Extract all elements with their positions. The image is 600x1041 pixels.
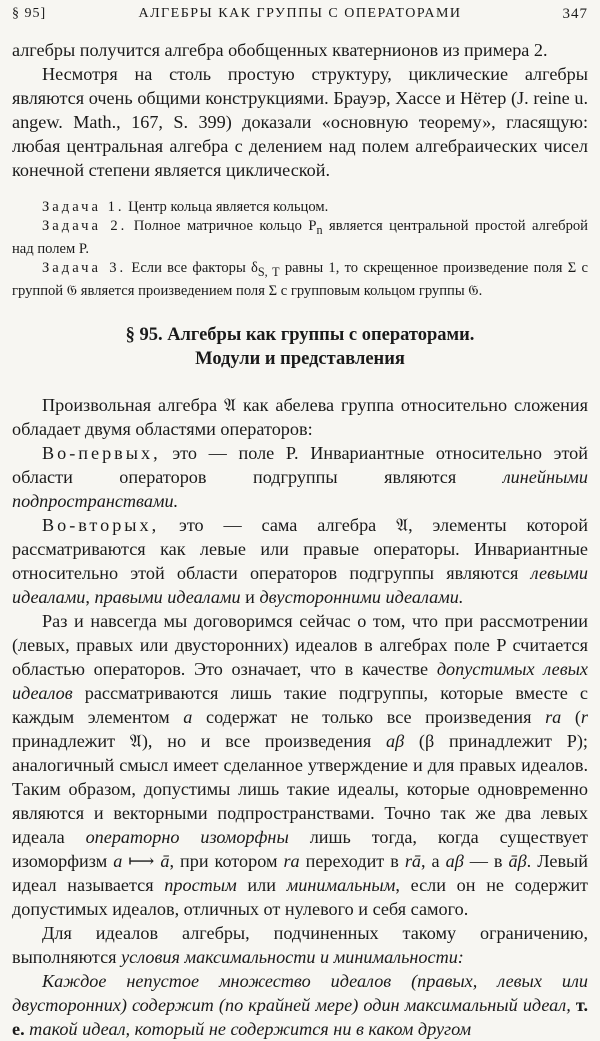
section-heading-line-2: Модули и представления <box>195 348 405 369</box>
task-1: Задача 1. Центр кольца является кольцом. <box>42 199 329 215</box>
task-2: Задача 2. Полное матричное кольцо $P_n$ является центральной простой алгеброй над полем P. <box>12 218 588 257</box>
intro-paragraph-1: алгебры получится алгебра обобщенных кватернионов из примера 2. <box>12 40 548 60</box>
running-header <box>12 6 588 28</box>
section-heading <box>12 323 588 371</box>
page-number: 347 <box>562 6 588 22</box>
header-section: § 95] <box>12 6 47 21</box>
page-body <box>12 38 588 1041</box>
task-3: Задача 3. Если все факторы $\delta_{S, T}$ равны 1, то скрещенное произведение поля Σ с группой 𝔊 является произведением поля Σ с групповым кольцом группы 𝔊. <box>12 259 588 299</box>
intro-paragraph-2: Несмотря на столь простую структуру, циклические алгебры являются очень общими конструкциями. Брауэр, Хассе и Нётер (J. reine u. angew. Math., 167, S. 399) доказали «основную теорему», гласящую: любая центральная алгебра с делением над полем алгебраических чисел конечной степени является циклической. <box>12 64 588 180</box>
paragraph-3: Во-вторых, это — сама алгебра 𝔄, элементы которой рассматриваются как левые или правые операторы. Инвариантные относительно этой области операторов подгруппы являются левыми идеалами, правыми идеалами и двусторонними идеалами. <box>12 514 588 607</box>
paragraph-2: Во-первых, это — поле P. Инвариантные относительно этой области операторов подгруппы являются линейными подпространствами. <box>12 442 588 511</box>
paragraph-6: Каждое непустое множество идеалов (правых, левых или двусторонних) содержит (по крайней мере) один максимальный идеал, т. е. такой идеал, который не содержится ни в каком другом <box>12 970 588 1039</box>
section-heading-line-1: § 95. Алгебры как группы с операторами. <box>125 324 475 345</box>
paragraph-4: Раз и навсегда мы договоримся сейчас о том, что при рассмотрении (левых, правых или двусторонних) идеалов в алгебрах поле P считается областью операторов. Это означает, что в качестве допустимых левых идеалов рассматриваются лишь такие подгруппы, которые вместе с каждым элементом a содержат не только все произведения ra (r принадлежит 𝔄), но и все произведения aβ (β принадлежит P); аналогичный смысл имеет сделанное утверждение и для правых идеалов. Таким образом, допустимы лишь такие идеалы, которые одновременно являются и векторными подпространствами. Точно так же два левых идеала операторно изоморфны лишь тогда, когда существует изоморфизм a ⟼ ā, при котором ra переходит в rā, а aβ — в āβ. Левый идеал называется простым или минимальным, если он не содержит допустимых идеалов, отличных от нулевого и себя самого. <box>12 610 589 919</box>
header-title: АЛГЕБРЫ КАК ГРУППЫ С ОПЕРАТОРАМИ <box>138 6 462 21</box>
paragraph-5: Для идеалов алгебры, подчиненных такому ограничению, выполняются условия максимальности и минимальности: <box>12 922 588 967</box>
paragraph-1: Произвольная алгебра 𝔄 как абелева группа относительно сложения обладает двумя областями операторов: <box>12 394 588 439</box>
